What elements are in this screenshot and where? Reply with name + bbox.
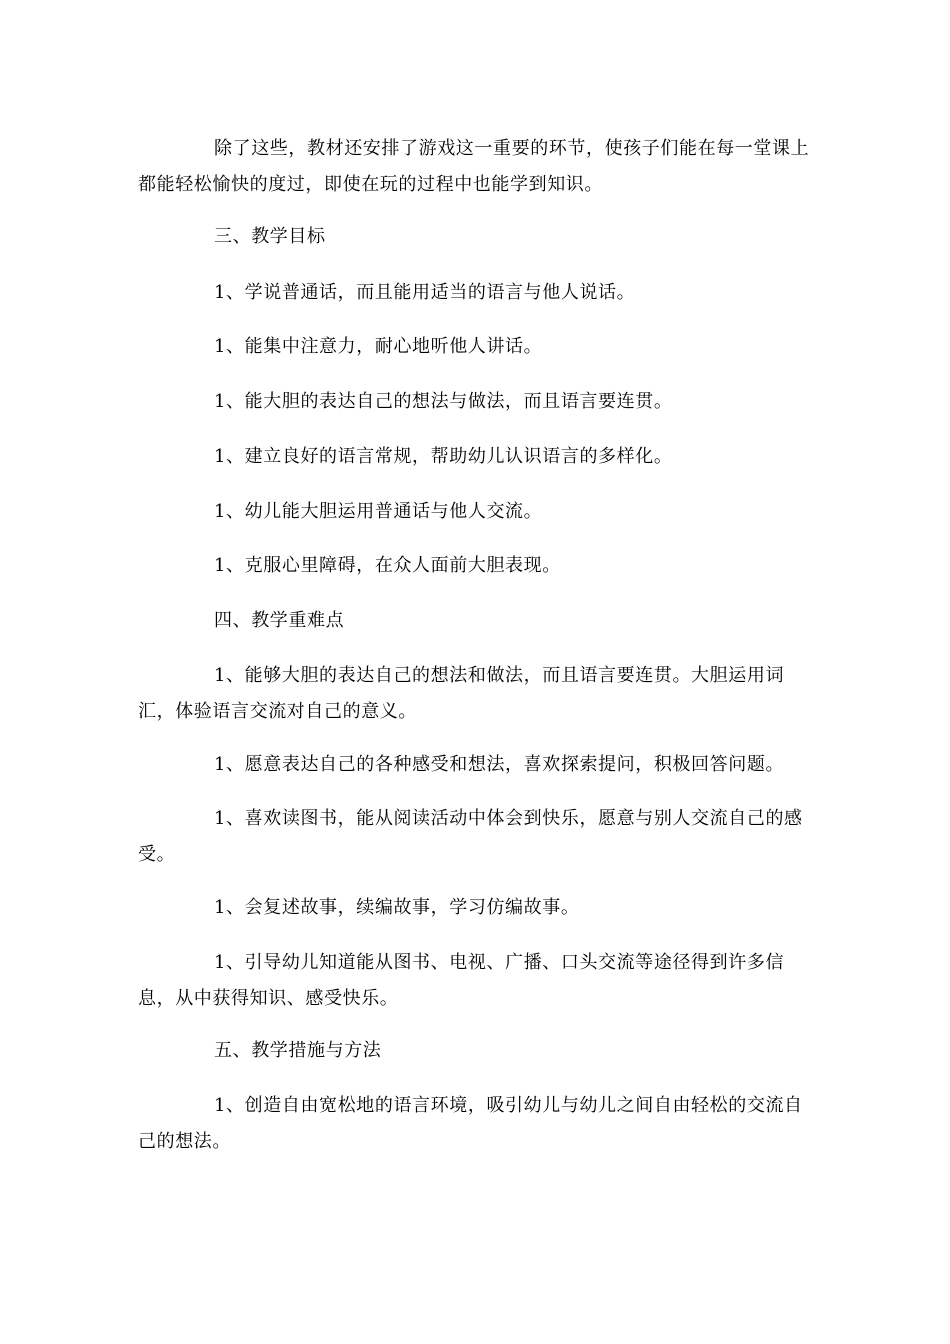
goal-item: 1、能集中注意力，耐心地听他人讲话。 xyxy=(214,336,543,357)
goal-item: 1、建立良好的语言常规，帮助幼儿认识语言的多样化。 xyxy=(214,446,673,467)
key-point-item: 1、能够大胆的表达自己的想法和做法，而且语言要连贯。大胆运用词汇，体验语言交流对自己的意义。 xyxy=(138,665,785,722)
section-heading-key-points: 四、教学重难点 xyxy=(214,610,345,631)
paragraph-intro: 除了这些，教材还安排了游戏这一重要的环节，使孩子们能在每一堂课上都能轻松愉快的度过，即使在玩的过程中也能学到知识。 xyxy=(138,138,810,195)
section-heading-goals: 三、教学目标 xyxy=(214,226,326,247)
method-item: 1、创造自由宽松地的语言环境，吸引幼儿与幼儿之间自由轻松的交流自己的想法。 xyxy=(138,1095,803,1152)
goal-item: 1、能大胆的表达自己的想法与做法，而且语言要连贯。 xyxy=(214,391,673,412)
goal-item: 1、学说普通话，而且能用适当的语言与他人说话。 xyxy=(214,282,636,303)
goal-item: 1、幼儿能大胆运用普通话与他人交流。 xyxy=(214,501,543,522)
section-heading-methods: 五、教学措施与方法 xyxy=(214,1040,382,1061)
key-point-item: 1、会复述故事，续编故事，学习仿编故事。 xyxy=(214,897,580,918)
key-point-item: 1、喜欢读图书，能从阅读活动中体会到快乐，愿意与别人交流自己的感受。 xyxy=(138,808,803,865)
key-point-item: 1、愿意表达自己的各种感受和想法，喜欢探索提问，积极回答问题。 xyxy=(214,754,785,775)
goal-item: 1、克服心里障碍，在众人面前大胆表现。 xyxy=(214,555,561,576)
key-point-item: 1、引导幼儿知道能从图书、电视、广播、口头交流等途径得到许多信息，从中获得知识、感受快乐。 xyxy=(138,952,785,1009)
